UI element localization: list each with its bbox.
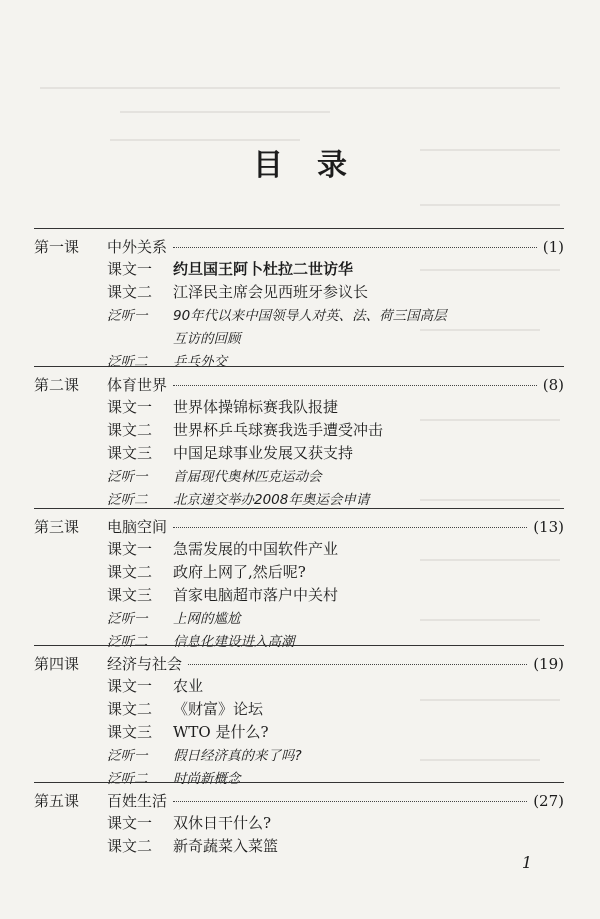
entry-title: 90年代以来中国领导人对英、法、荷三国高层 [173, 308, 447, 324]
toc-entry[interactable] [107, 561, 564, 584]
page-ref: (8) [542, 376, 564, 394]
toc-entry[interactable] [107, 304, 564, 327]
toc-section-5 [34, 782, 564, 858]
entry-label: 泛听二 [107, 771, 148, 787]
lesson-number: 第五课 [34, 792, 80, 810]
entry-label: 课文三 [107, 586, 153, 604]
dot-leader [173, 801, 527, 802]
toc-entry[interactable] [107, 835, 564, 858]
page-ref: (1) [542, 238, 564, 256]
entry-label: 课文三 [107, 444, 153, 462]
lesson-topic: 电脑空间 [107, 518, 168, 536]
section-divider [34, 645, 564, 646]
entry-label: 课文三 [107, 723, 153, 741]
toc-entry[interactable] [107, 675, 564, 698]
entry-title: 上网的尴尬 [173, 611, 241, 627]
entry-title: 急需发展的中国软件产业 [173, 540, 339, 558]
toc-entry[interactable] [107, 744, 564, 767]
entry-title: 江泽民主席会见西班牙参议长 [173, 283, 369, 301]
entry-label: 课文一 [107, 814, 153, 832]
toc-section-3 [34, 508, 564, 653]
dot-leader [188, 664, 527, 665]
entry-label: 泛听二 [107, 634, 148, 650]
entry-label: 课文二 [107, 700, 153, 718]
entry-label: 课文一 [107, 260, 153, 278]
toc-entry[interactable] [107, 607, 564, 630]
entry-title-continued: 互访的回顾 [173, 331, 241, 347]
entry-title: 农业 [173, 677, 204, 695]
entry-title: WTO 是什么? [173, 723, 269, 741]
toc-entry[interactable] [107, 419, 564, 442]
lesson-number: 第三课 [34, 518, 80, 536]
entry-label: 课文二 [107, 421, 153, 439]
toc-entry[interactable] [107, 396, 564, 419]
entry-label: 泛听二 [107, 492, 148, 508]
section-divider [34, 228, 564, 229]
entry-title: 信息化建设进入高潮 [173, 634, 295, 650]
entry-title: 北京递交举办2008年奥运会申请 [173, 492, 370, 508]
page-title [0, 140, 600, 184]
toc-entry[interactable] [107, 721, 564, 744]
entry-title: 双休日干什么? [173, 814, 272, 832]
page-ref: (13) [533, 518, 564, 536]
lesson-heading[interactable] [34, 374, 564, 396]
page-number: 1 [521, 853, 532, 872]
lesson-topic: 中外关系 [107, 238, 168, 256]
toc-entry[interactable] [107, 812, 564, 835]
lesson-topic: 体育世界 [107, 376, 168, 394]
lesson-heading[interactable] [34, 790, 564, 812]
lesson-topic: 百姓生活 [107, 792, 168, 810]
entry-title: 时尚新概念 [173, 771, 241, 787]
lesson-number: 第四课 [34, 655, 80, 673]
entry-label: 泛听二 [107, 354, 148, 370]
section-divider [34, 508, 564, 509]
title-char-1: 目 [253, 148, 283, 183]
toc-section-2 [34, 366, 564, 511]
entry-label: 课文一 [107, 540, 153, 558]
toc-entry[interactable] [107, 698, 564, 721]
toc-entry[interactable] [107, 465, 564, 488]
entry-label: 泛听一 [107, 748, 148, 764]
toc-entry[interactable] [107, 281, 564, 304]
entry-title: 假日经济真的来了吗? [173, 748, 302, 764]
entry-title: 首届现代奥林匹克运动会 [173, 469, 322, 485]
title-char-2: 录 [317, 148, 347, 183]
entry-label: 课文二 [107, 837, 153, 855]
lesson-number: 第二课 [34, 376, 80, 394]
lesson-heading[interactable] [34, 516, 564, 538]
dot-leader [173, 527, 527, 528]
entry-label: 泛听一 [107, 611, 148, 627]
toc-entry[interactable] [107, 258, 564, 281]
entry-title: 世界体操锦标赛我队报捷 [173, 398, 339, 416]
entry-title: 政府上网了,然后呢? [173, 563, 306, 581]
entry-label: 课文一 [107, 677, 153, 695]
toc-entry[interactable] [107, 442, 564, 465]
entry-label: 课文二 [107, 283, 153, 301]
toc-entry[interactable] [107, 584, 564, 607]
page-ref: (19) [533, 655, 564, 673]
lesson-number: 第一课 [34, 238, 80, 256]
entry-title: 《财富》论坛 [173, 700, 264, 718]
entry-title: 乒乓外交 [173, 354, 227, 370]
entry-title: 约旦国王阿卜杜拉二世访华 [173, 260, 354, 278]
entry-label: 泛听一 [107, 469, 148, 485]
entry-title: 中国足球事业发展又获支持 [173, 444, 354, 462]
entry-title: 世界杯乒乓球赛我选手遭受冲击 [173, 421, 384, 439]
toc-section-1 [34, 228, 564, 373]
section-divider [34, 782, 564, 783]
page-ref: (27) [533, 792, 564, 810]
entry-label: 泛听一 [107, 308, 148, 324]
section-divider [34, 366, 564, 367]
lesson-heading[interactable] [34, 653, 564, 675]
toc-entry[interactable] [107, 538, 564, 561]
entry-label: 课文一 [107, 398, 153, 416]
toc-section-4 [34, 645, 564, 790]
entry-label: 课文二 [107, 563, 153, 581]
entry-title: 新奇蔬菜入菜篮 [173, 837, 279, 855]
dot-leader [173, 385, 537, 386]
lesson-heading[interactable] [34, 236, 564, 258]
entry-title: 首家电脑超市落户中关村 [173, 586, 339, 604]
dot-leader [173, 247, 537, 248]
lesson-topic: 经济与社会 [107, 655, 183, 673]
